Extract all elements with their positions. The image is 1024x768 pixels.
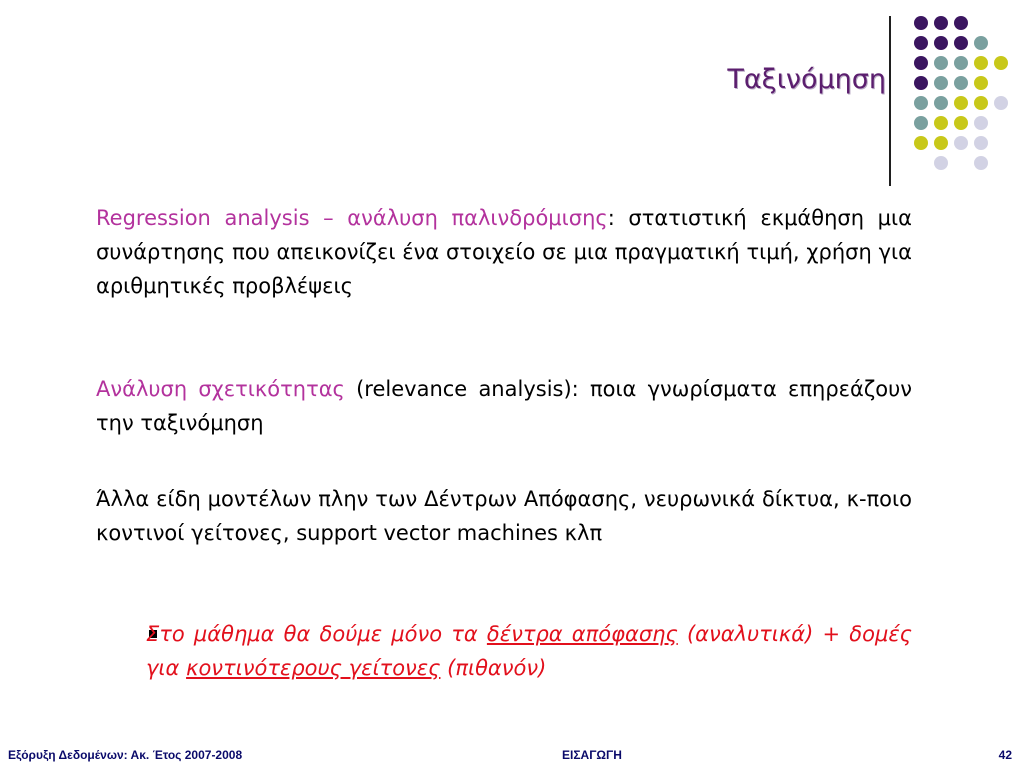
paragraph-regression-text: : στατιστική εκμάθηση μια συνάρτησης που απεικονίζει ένα στοιχείο σε μια πραγματική τιμή, χρήση για αριθμητικές προβλέψεις xyxy=(96,206,912,298)
decorative-dot xyxy=(974,156,988,170)
decorative-dot xyxy=(974,36,988,50)
paragraph-other-models: Άλλα είδη μοντέλων πλην των Δέντρων Απόφασης, νευρωνικά δίκτυα, κ-ποιο κοντινοί γείτονες, support vector machines κλπ xyxy=(96,487,912,545)
link-decision-trees[interactable]: δέντρα απόφασης xyxy=(486,622,678,646)
decorative-dot xyxy=(914,36,928,50)
decorative-dot xyxy=(934,156,948,170)
decorative-dot xyxy=(914,16,928,30)
decorative-dot xyxy=(934,16,948,30)
decorative-dot xyxy=(974,76,988,90)
decorative-dot xyxy=(914,136,928,150)
link-nearest-neighbors[interactable]: κοντινότερους γείτονες xyxy=(186,656,441,680)
decorative-dot xyxy=(934,36,948,50)
bullet-course-note xyxy=(146,617,912,685)
bullet-text-part3: (πιθανόν) xyxy=(440,656,547,680)
decorative-dot xyxy=(914,116,928,130)
decorative-dot-grid xyxy=(0,0,1024,200)
decorative-dot xyxy=(954,36,968,50)
decorative-dot xyxy=(934,116,948,130)
decorative-dot xyxy=(974,136,988,150)
decorative-dot xyxy=(934,76,948,90)
decorative-dot xyxy=(954,96,968,110)
decorative-dot xyxy=(914,76,928,90)
decorative-dot xyxy=(914,56,928,70)
decorative-dot xyxy=(954,16,968,30)
decorative-dot xyxy=(974,96,988,110)
bullet-text-part2: (αναλυτικά) + δομές για xyxy=(146,622,912,680)
decorative-dot xyxy=(934,96,948,110)
decorative-dot xyxy=(914,96,928,110)
highlight-relevance: Ανάλυση σχετικότητας xyxy=(96,377,345,401)
decorative-dot xyxy=(954,76,968,90)
title-divider-line xyxy=(889,16,891,186)
decorative-dot xyxy=(974,116,988,130)
footer-course: Εξόρυξη Δεδομένων: Ακ. Έτος 2007-2008 xyxy=(8,748,243,762)
decorative-dot xyxy=(954,116,968,130)
decorative-dot xyxy=(994,96,1008,110)
decorative-dot xyxy=(954,56,968,70)
decorative-dot xyxy=(934,136,948,150)
decorative-dot xyxy=(954,136,968,150)
highlight-regression: Regression analysis – ανάλυση παλινδρόμισης xyxy=(96,206,608,230)
footer-page-number: 42 xyxy=(998,748,1012,762)
decorative-dot xyxy=(994,56,1008,70)
paragraph-regression xyxy=(96,201,912,303)
paragraph-relevance-text: (relevance analysis): ποια γνωρίσματα επηρεάζουν την ταξινόμηση xyxy=(96,377,912,435)
slide-title: Ταξινόμηση xyxy=(727,64,886,95)
decorative-dot xyxy=(974,56,988,70)
decorative-dot xyxy=(934,56,948,70)
bullet-text-part1: Στο μάθημα θα δούμε μόνο τα xyxy=(146,622,487,646)
paragraph-relevance xyxy=(96,372,912,440)
footer-section: ΕΙΣΑΓΩΓΗ xyxy=(562,748,622,762)
